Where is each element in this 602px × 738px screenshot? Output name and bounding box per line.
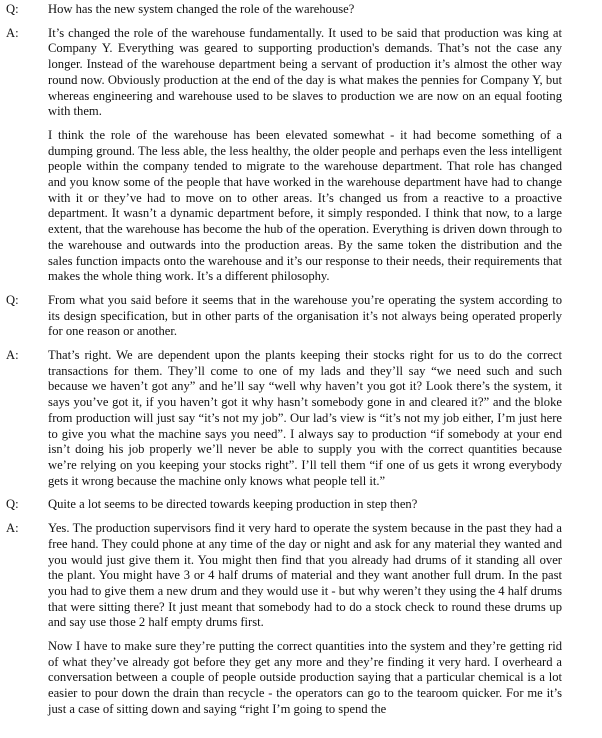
speaker-label: Q:: [6, 2, 19, 16]
paragraph: How has the new system changed the role of the warehouse?: [48, 2, 355, 16]
speaker-label: A:: [6, 25, 19, 40]
answer-block: [0, 348, 602, 489]
paragraph: I think the role of the warehouse has been elevated somewhat - it had become something of a dumping ground. The less able, the less healthy, the older people and perhaps even the less intelligent people within the company tended to migrate to the warehouse department. That role has changed and you know some of the people that have worked in the warehouse department have had to change with it or they’ve had to move on to other areas. It’s changed us from a reactive to a proactive department. It wasn’t a dynamic department before, it simply responded. I think that now, to a large extent, that the warehouse has become the hub of the operation. Everything is driven down through to the warehouse and outwards into the production areas. By the same token the distribution and the sales function impacts onto the warehouse and it’s our response to their needs, their requirements that makes the whole thing work. It’s a different philosophy.: [48, 127, 562, 284]
interview-transcript: [0, 2, 602, 726]
question-block: [0, 497, 602, 513]
question-block: [0, 293, 602, 340]
paragraph: Now I have to make sure they’re putting the correct quantities into the system and they’re getting rid of what they’ve already got before they get any more and they’re finding it very hard. I overheard a conversation between a couple of people outside production saying that a particular chemical is a lot easier to pour down the drain than recycle - the operators can go to the tearoom quicker. For me it’s just a case of sitting down and saying “right I’m going to spend the: [48, 639, 562, 716]
paragraph: From what you said before it seems that in the warehouse you’re operating the system according to its design specification, but in other parts of the organisation it’s not always being operated properly for one reason or another.: [48, 292, 562, 339]
speaker-label: A:: [6, 348, 19, 363]
speaker-label: Q:: [6, 292, 19, 307]
paragraph: It’s changed the role of the warehouse fundamentally. It used to be said that production was king at Company Y. Everything was geared to supporting production's demands. That’s not the case any longer. Instead of the warehouse department being a servant of production it’s almost the other way round now. Obviously production at the end of the day is what makes the pennies for Company Y, but whereas engineering and warehouse used to be slaves to production we are now on an equal footing with them.: [48, 25, 562, 119]
question-text: [48, 293, 562, 340]
question-text: [48, 2, 562, 18]
paragraph: Yes. The production supervisors find it very hard to operate the system because in the past they had a free hand. They could phone at any time of the day or night and ask for any material they wanted and you would just give them it. You might then find that you already had drums of it standing all over the plant. You might have 3 or 4 half drums of material and they want another full drum. In the past you had to give them a new drum and they would use it - but why weren’t they using the 4 half drums that were sitting there? It just meant that somebody had to do a stock check to round these drums up and say use those 2 half empty drums first.: [48, 521, 562, 630]
answer-text: [48, 521, 562, 717]
speaker-label: Q:: [6, 497, 19, 512]
answer-block: [0, 521, 602, 717]
question-text: [48, 497, 562, 513]
paragraph: Quite a lot seems to be directed towards keeping production in step then?: [48, 497, 418, 512]
question-block: [0, 2, 602, 18]
answer-text: [48, 26, 562, 285]
answer-block: [0, 26, 602, 285]
paragraph: That’s right. We are dependent upon the plants keeping their stocks right for us to do the correct transactions for them. They’ll come to one of my lads and they’ll say “we need such and such because we haven’t got any” and he’ll say “well why haven’t you got it? Look there’s the system, it says you’ve got it, if you haven’t got it why hasn’t somebody gone in and cleared it?” and the bloke from production will just say “it’s not my job”. Our lad’s view is “it’s not my job either, I’m just here to give you what the machine says you need”. I always say to production “if somebody at your end isn’t doing his job properly we’ll never be able to supply you with the correct quantities because we’re relying on you keeping your stocks right”. I’ll tell them “if one of us gets it wrong everybody gets it wrong because the machine only knows what people tell it.”: [48, 348, 562, 488]
answer-text: [48, 348, 562, 489]
speaker-label: A:: [6, 521, 19, 536]
